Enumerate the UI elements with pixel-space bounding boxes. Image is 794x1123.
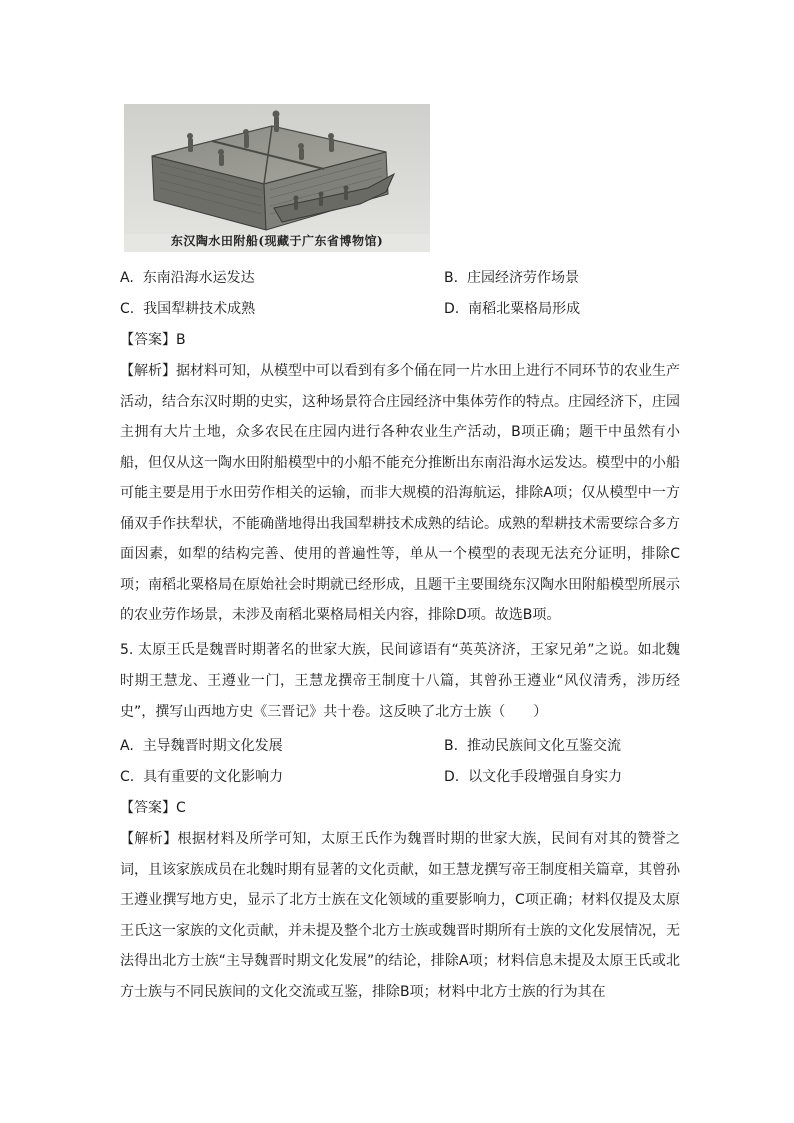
option-label: C. xyxy=(120,301,135,317)
q5-option-a xyxy=(120,736,283,756)
option-text: 东南沿海水运发达 xyxy=(142,270,255,286)
option-label: D. xyxy=(444,769,460,785)
option-text: 推动民族间文化互鉴交流 xyxy=(466,738,621,754)
figure-caption: 东汉陶水田附船(现藏于广东省博物馆) xyxy=(170,234,384,248)
option-text: 我国犁耕技术成熟 xyxy=(143,301,256,317)
analysis-text: 据材料可知，从模型中可以看到有多个俑在同一片水田上进行不同环节的农业生产活动，结合东汉时期的史实，这种场景符合庄园经济中集体劳作的特点。庄园经济下，庄园主拥有大片土地，众多农民在庄园内进行各种农业生产活动，B项正确；题干中虽然有小船，但仅从这一陶水田附船模型中的小船不能充分推断出东南沿海水运发达。模型中的小船可能主要是用于水田劳作相关的运输，而非大规模的沿海航运，排除A项；仅从模型中一方俑双手作扶犁状，不能确凿地得出我国犁耕技术成熟的结论。成熟的犁耕技术需要综合多方面因素，如犁的结构完善、使用的普遍性等，单从一个模型的表现无法充分证明，排除C项；南稻北粟格局在原始社会时期就已经形成，且题干主要围绕东汉陶水田附船模型所展示的农业劳作场景，未涉及南稻北粟格局相关内容，排除D项。故选B项。 xyxy=(120,363,680,623)
q4-answer: 【答案】B xyxy=(120,332,186,348)
analysis-label: 【解析】 xyxy=(120,831,178,847)
q5-analysis xyxy=(120,824,680,1007)
pottery-field-boat-photo xyxy=(124,104,430,252)
q4-option-b xyxy=(444,268,579,288)
option-text: 以文化手段增强自身实力 xyxy=(468,769,623,785)
q5-option-d xyxy=(444,767,622,787)
q5-stem: 5. 太原王氏是魏晋时期著名的世家大族，民间谚语有“英英济济，王家兄弟”之说。如北魏时期王慧龙、王遵业一门，王慧龙撰帝王制度十八篇，其曾孙王遵业“风仪清秀，涉历经史”，撰写山西地方史《三晋记》共十卷。这反映了北方士族（ ） xyxy=(120,642,680,720)
option-text: 南稻北粟格局形成 xyxy=(468,301,581,317)
option-text: 具有重要的文化影响力 xyxy=(143,769,284,785)
q5-option-c xyxy=(120,767,283,787)
analysis-label: 【解析】 xyxy=(120,363,176,379)
q5-answer: 【答案】C xyxy=(120,800,186,816)
q4-analysis xyxy=(120,356,680,631)
option-label: B. xyxy=(444,738,459,754)
option-label: C. xyxy=(120,769,135,785)
option-label: D. xyxy=(444,301,460,317)
option-label: B. xyxy=(444,270,459,286)
pottery-model-image xyxy=(124,104,430,252)
q4-option-d xyxy=(444,299,580,319)
analysis-text: 根据材料及所学可知，太原王氏作为魏晋时期的世家大族，民间有对其的赞誉之词，且该家族成员在北魏时期有显著的文化贡献，如王慧龙撰写帝王制度相关篇章，其曾孙王遵业撰写地方史，显示了北方士族在文化领域的重要影响力，C项正确；材料仅提及太原王氏这一家族的文化贡献，并未提及整个北方士族或魏晋时期所有士族的文化发展情况，无法得出北方士族“主导魏晋时期文化发展”的结论，排除A项；材料信息未提及太原王氏或北方士族与不同民族间的文化交流或互鉴，排除B项；材料中北方士族的行为其在 xyxy=(120,831,681,1000)
option-text: 主导魏晋时期文化发展 xyxy=(142,738,283,754)
option-text: 庄园经济劳作场景 xyxy=(466,270,579,286)
q4-option-a xyxy=(120,268,255,288)
option-label: A. xyxy=(120,738,134,754)
q5-option-b xyxy=(444,736,621,756)
q4-option-c xyxy=(120,299,255,319)
option-label: A. xyxy=(120,270,134,286)
